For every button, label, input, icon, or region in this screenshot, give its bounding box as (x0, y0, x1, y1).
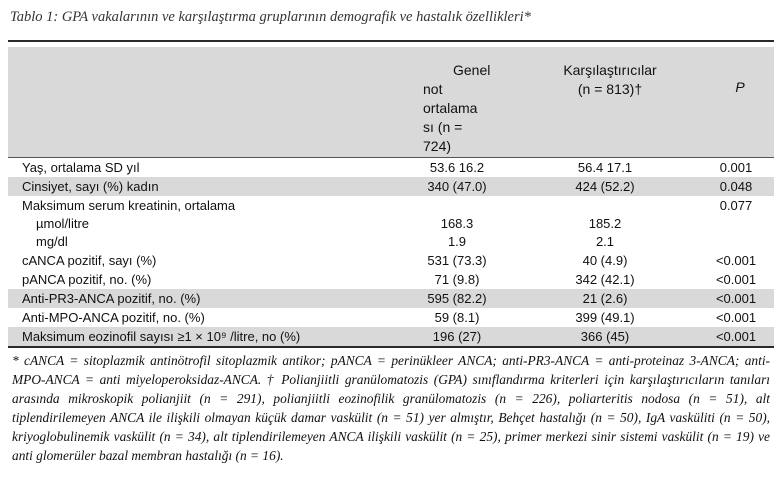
row-value-p: <0.001 (715, 329, 757, 344)
row-label: Maksimum serum kreatinin, ortalama (22, 198, 236, 213)
row-value-p: <0.001 (715, 272, 757, 287)
table-footnote: * cANCA = sitoplazmik antinötrofil sitoplazmik antikor; pANCA = perinükleer ANCA; anti-PR3-ANCA = anti-proteinaz 3-ANCA; anti-MPO-ANCA = anti miyeloperoksidaz-ANCA. † Polianjiitli granülomatozis (GPA) sınıflandırma kriterleri için karşılaştırıcıların tanıları arasında mikroskopik polianjiit (n = 291), polianjiitli eozinofilik granülomatozis (n = 226), poliarteritis nodosa (n = 51), alt tiplendirilemeyen ANCA ile ilişkili olmayan küçük damar vaskülit (n = 51) yer almıştır, Behçet hastalığı (n = 50), IgA vasküliti (n = 50), kriyoglobulinemik vaskülit (n = 34), alt tiplendirilemeyen ANCA ilişkili vaskülit (n = 25), primer merkezi sinir sistemi vaskülit (n = 19) ve anti glomerüler bazal membran hastalığı (n = 16). (12, 353, 770, 463)
row-value-karsilastirici: 424 (52.2) (575, 179, 635, 194)
row-value-karsilastirici: 399 (49.1) (575, 310, 635, 325)
header-p-column: P (735, 79, 745, 95)
row-value-genel: 168.3 (440, 216, 474, 231)
table-row (8, 270, 774, 289)
table-row (8, 158, 774, 177)
row-label: Anti-PR3-ANCA pozitif, no. (%) (22, 291, 201, 306)
row-value-p: 0.077 (719, 198, 753, 213)
row-value-genel: 531 (73.3) (427, 253, 487, 268)
row-label: Cinsiyet, sayı (%) kadın (22, 179, 159, 194)
table-caption: Tablo 1: GPA vakalarının ve karşılaştırma gruplarının demografik ve hastalık özellikleri* (10, 9, 531, 25)
row-value-karsilastirici: 21 (2.6) (582, 291, 628, 306)
row-value-genel: 595 (82.2) (427, 291, 487, 306)
row-value-karsilastirici: 185.2 (588, 216, 622, 231)
row-value-genel: 59 (8.1) (434, 310, 480, 325)
header-karsilastiricilar-column: Karşılaştırıcılar (n = 813)† (563, 62, 657, 97)
row-label: Maksimum eozinofil sayısı ≥1 × 10⁹ /litre, no (%) (22, 329, 301, 344)
header-genel-line1: Genel (453, 62, 491, 78)
table-row (8, 232, 774, 251)
row-value-genel: 1.9 (447, 234, 467, 249)
header-genel-rest: not ortalama sı (n = 724) (423, 81, 478, 154)
row-value-p: <0.001 (715, 253, 757, 268)
table-bottom-rule (8, 346, 774, 348)
row-value-p: <0.001 (715, 310, 757, 325)
row-value-p: 0.048 (719, 179, 753, 194)
table-row (8, 251, 774, 270)
row-value-genel: 53.6 16.2 (429, 160, 485, 175)
table-top-rule (8, 40, 774, 42)
table-row (8, 196, 774, 215)
table-row (8, 327, 774, 346)
row-value-p: <0.001 (715, 291, 757, 306)
row-value-karsilastirici: 366 (45) (580, 329, 630, 344)
row-label: pANCA pozitif, no. (%) (22, 272, 152, 287)
row-value-genel: 340 (47.0) (427, 179, 487, 194)
row-value-p: 0.001 (719, 160, 753, 175)
row-value-karsilastirici: 342 (42.1) (575, 272, 635, 287)
row-label: µmol/litre (36, 216, 89, 231)
table-row (8, 177, 774, 196)
row-label: Anti-MPO-ANCA pozitif, no. (%) (22, 310, 205, 325)
row-label: mg/dl (36, 234, 68, 249)
row-value-genel: 71 (9.8) (434, 272, 480, 287)
table-row (8, 289, 774, 308)
row-value-karsilastirici: 2.1 (595, 234, 615, 249)
row-value-karsilastirici: 56.4 17.1 (577, 160, 633, 175)
row-label: cANCA pozitif, sayı (%) (22, 253, 157, 268)
row-label: Yaş, ortalama SD yıl (22, 160, 140, 175)
row-value-karsilastirici: 40 (4.9) (582, 253, 628, 268)
table-row (8, 214, 774, 233)
header-genel-column (423, 61, 503, 156)
table-row (8, 308, 774, 327)
row-value-genel: 196 (27) (432, 329, 482, 344)
